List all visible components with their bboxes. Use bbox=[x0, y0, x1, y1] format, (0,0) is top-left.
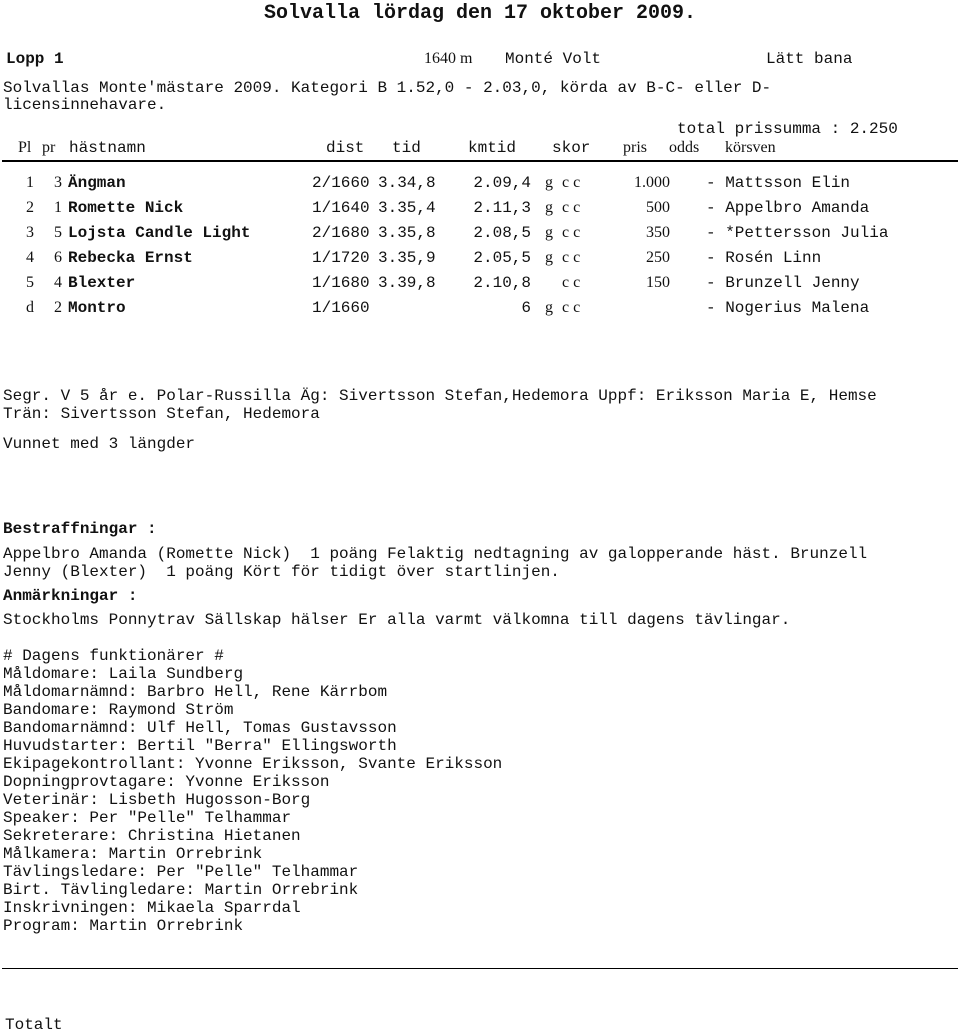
header-skor: skor bbox=[552, 139, 591, 157]
row-tid: 3.34,8 bbox=[378, 174, 436, 192]
row-pl: d bbox=[26, 299, 34, 316]
total-prize: total prissumma : 2.250 bbox=[677, 120, 898, 138]
shoe-c: c c bbox=[562, 274, 581, 291]
penalty-text: Appelbro Amanda (Romette Nick) 1 poäng Felaktig nedtagning av galopperande häst. Brunzell bbox=[3, 545, 868, 563]
shoe-c: c c bbox=[562, 174, 581, 191]
official-entry: Måldomare: Laila Sundberg bbox=[3, 665, 244, 683]
row-tid: 3.35,9 bbox=[378, 249, 436, 267]
official-entry: Birt. Tävlingledare: Martin Orrebrink bbox=[3, 881, 359, 899]
row-pl: 1 bbox=[26, 174, 34, 191]
row-pl: 5 bbox=[26, 274, 34, 291]
header-kmtid: kmtid bbox=[468, 139, 517, 157]
row-pr: 1 bbox=[54, 199, 62, 216]
horse-name: Lojsta Candle Light bbox=[68, 224, 251, 242]
official-entry: Speaker: Per "Pelle" Telhammar bbox=[3, 809, 292, 827]
header-korsven: körsven bbox=[725, 139, 776, 156]
header-pris: pris bbox=[623, 139, 647, 156]
horse-name: Romette Nick bbox=[68, 199, 184, 217]
shoe-c: c c bbox=[562, 249, 581, 266]
row-kmtid: 6 bbox=[521, 299, 531, 317]
winner-trainer: Trän: Sivertsson Stefan, Hedemora bbox=[3, 405, 320, 423]
shoe-g: g bbox=[545, 249, 553, 266]
header-odds: odds bbox=[669, 139, 700, 156]
row-prize: 350 bbox=[646, 224, 670, 241]
row-driver: - Nogerius Malena bbox=[706, 299, 870, 317]
horse-name: Montro bbox=[68, 299, 126, 317]
row-kmtid: 2.05,5 bbox=[473, 249, 531, 267]
row-pr: 6 bbox=[54, 249, 62, 266]
official-entry: Inskrivningen: Mikaela Sparrdal bbox=[3, 899, 301, 917]
row-tid: 3.35,4 bbox=[378, 199, 436, 217]
row-pr: 3 bbox=[54, 174, 62, 191]
row-driver: - Appelbro Amanda bbox=[706, 199, 870, 217]
official-entry: Tävlingsledare: Per "Pelle" Telhammar bbox=[3, 863, 359, 881]
row-kmtid: 2.09,4 bbox=[473, 174, 531, 192]
race-type: Monté Volt bbox=[505, 50, 602, 68]
row-tid: 3.39,8 bbox=[378, 274, 436, 292]
official-entry: Bandomarnämnd: Ulf Hell, Tomas Gustavsson bbox=[3, 719, 397, 737]
official-entry: Program: Martin Orrebrink bbox=[3, 917, 244, 935]
row-kmtid: 2.08,5 bbox=[473, 224, 531, 242]
row-pr: 2 bbox=[54, 299, 62, 316]
official-entry: Dopningprovtagare: Yvonne Eriksson bbox=[3, 773, 330, 791]
official-entry: Målkamera: Martin Orrebrink bbox=[3, 845, 263, 863]
shoe-g: g bbox=[545, 299, 553, 316]
official-entry: Måldomarnämnd: Barbro Hell, Rene Kärrbom bbox=[3, 683, 388, 701]
header-divider bbox=[2, 160, 958, 162]
penalty-text-cont: Jenny (Blexter) 1 poäng Kört för tidigt över startlinjen. bbox=[3, 563, 560, 581]
row-dist: 1/1640 bbox=[312, 199, 370, 217]
row-tid: 3.35,8 bbox=[378, 224, 436, 242]
footer-divider bbox=[2, 968, 958, 969]
row-kmtid: 2.11,3 bbox=[473, 199, 531, 217]
header-pr: pr bbox=[42, 139, 56, 156]
track-condition: Lätt bana bbox=[766, 50, 853, 68]
race-number: Lopp 1 bbox=[6, 50, 64, 68]
official-entry: Ekipagekontrollant: Yvonne Eriksson, Svante Eriksson bbox=[3, 755, 503, 773]
remarks-heading: Anmärkningar : bbox=[3, 587, 138, 605]
shoe-g: g bbox=[545, 174, 553, 191]
row-pl: 3 bbox=[26, 224, 34, 241]
row-prize: 1.000 bbox=[634, 174, 670, 191]
official-entry: Sekreterare: Christina Hietanen bbox=[3, 827, 301, 845]
shoe-c: c c bbox=[562, 299, 581, 316]
footer-total: Totalt bbox=[5, 1016, 63, 1034]
penalties-heading: Bestraffningar : bbox=[3, 520, 157, 538]
row-dist: 1/1680 bbox=[312, 274, 370, 292]
row-pl: 2 bbox=[26, 199, 34, 216]
winning-margin: Vunnet med 3 längder bbox=[3, 435, 196, 453]
race-description-cont: licensinnehavare. bbox=[3, 96, 167, 114]
row-prize: 500 bbox=[646, 199, 670, 216]
officials-heading: # Dagens funktionärer # bbox=[3, 647, 224, 665]
row-driver: - Rosén Linn bbox=[706, 249, 822, 267]
official-entry: Bandomare: Raymond Ström bbox=[3, 701, 234, 719]
row-driver: - Brunzell Jenny bbox=[706, 274, 860, 292]
shoe-g: g bbox=[545, 224, 553, 241]
row-pr: 4 bbox=[54, 274, 62, 291]
row-dist: 1/1720 bbox=[312, 249, 370, 267]
row-dist: 2/1680 bbox=[312, 224, 370, 242]
remarks-text: Stockholms Ponnytrav Sällskap hälser Er alla varmt välkomna till dagens tävlingar. bbox=[3, 611, 791, 629]
shoe-c: c c bbox=[562, 224, 581, 241]
race-distance: 1640 m bbox=[424, 50, 473, 67]
row-prize: 150 bbox=[646, 274, 670, 291]
header-pl: Pl bbox=[18, 139, 32, 156]
row-driver: - Mattsson Elin bbox=[706, 174, 851, 192]
page-title: Solvalla lördag den 17 oktober 2009. bbox=[263, 2, 697, 25]
row-dist: 2/1660 bbox=[312, 174, 370, 192]
row-prize: 250 bbox=[646, 249, 670, 266]
shoe-g: g bbox=[545, 199, 553, 216]
header-tid: tid bbox=[392, 139, 421, 157]
winner-pedigree: Segr. V 5 år e. Polar-Russilla Äg: Sivertsson Stefan,Hedemora Uppf: Eriksson Maria E, Hemse bbox=[3, 387, 877, 405]
row-pl: 4 bbox=[26, 249, 34, 266]
row-pr: 5 bbox=[54, 224, 62, 241]
official-entry: Veterinär: Lisbeth Hugosson-Borg bbox=[3, 791, 311, 809]
official-entry: Huvudstarter: Bertil "Berra" Ellingsworth bbox=[3, 737, 397, 755]
header-dist: dist bbox=[326, 139, 365, 157]
race-description: Solvallas Monte'mästare 2009. Kategori B 1.52,0 - 2.03,0, körda av B-C- eller D- bbox=[3, 79, 772, 97]
horse-name: Blexter bbox=[68, 274, 136, 292]
horse-name: Rebecka Ernst bbox=[68, 249, 193, 267]
row-kmtid: 2.10,8 bbox=[473, 274, 531, 292]
header-name: hästnamn bbox=[69, 139, 146, 157]
row-dist: 1/1660 bbox=[312, 299, 370, 317]
shoe-c: c c bbox=[562, 199, 581, 216]
row-driver: - *Pettersson Julia bbox=[706, 224, 889, 242]
horse-name: Ängman bbox=[68, 174, 126, 192]
